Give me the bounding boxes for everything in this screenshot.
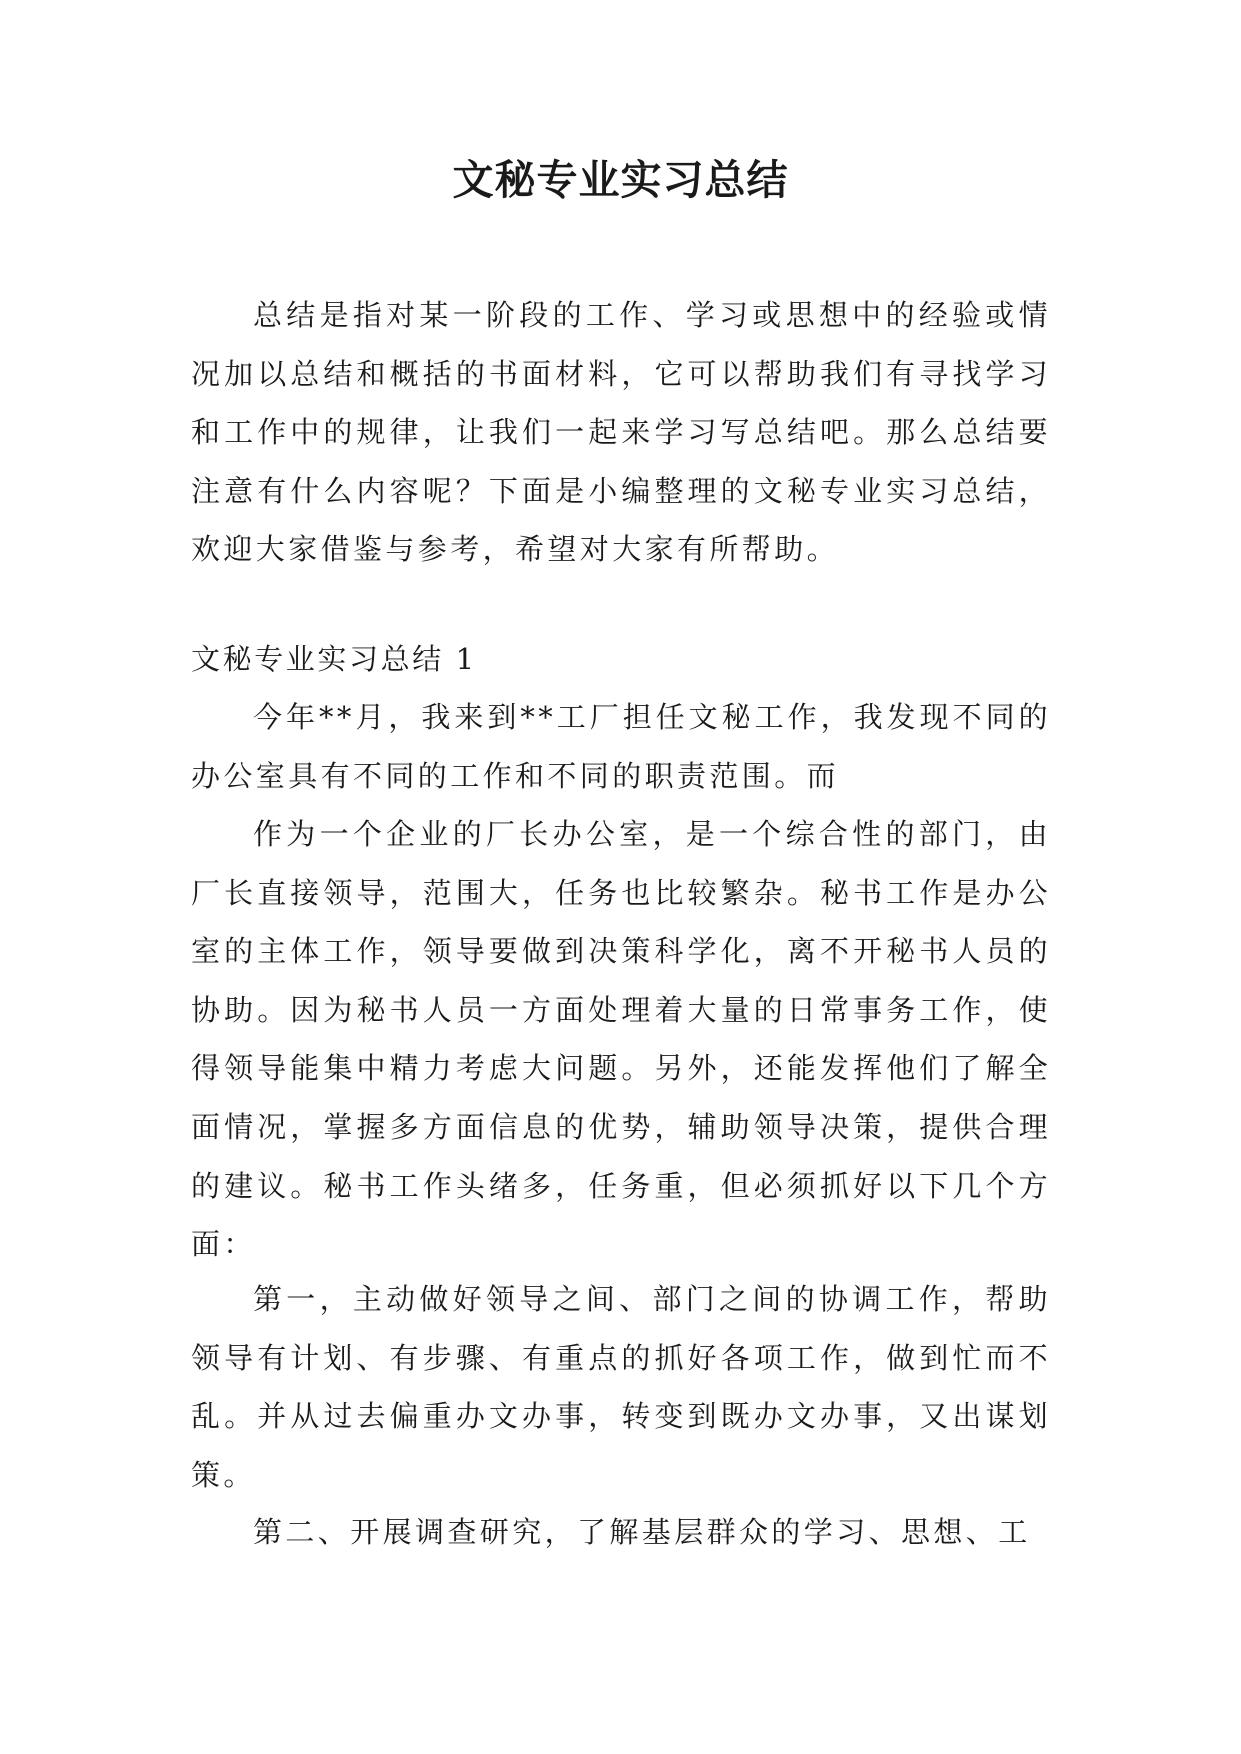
document-title: 文秘专业实习总结 [452, 156, 789, 204]
intro-paragraph: 总结是指对某一阶段的工作、学习或思想中的经验或情况加以总结和概括的书面材料，它可以帮助我们有寻找学习和工作中的规律，让我们一起来学习写总结吧。那么总结要注意有什么内容呢？下面是小编整理的文秘专业实习总结，欢迎大家借鉴与参考，希望对大家有所帮助。 [191, 298, 1051, 567]
section-heading: 文秘专业实习总结 1 [191, 642, 477, 676]
body-paragraph-1: 今年**月，我来到**工厂担任文秘工作，我发现不同的办公室具有不同的工作和不同的职责范围。而 [191, 700, 1051, 793]
body-paragraph-3: 第一，主动做好领导之间、部门之间的协调工作，帮助领导有计划、有步骤、有重点的抓好各项工作，做到忙而不乱。并从过去偏重办文办事，转变到既办文办事，又出谋划策。 [191, 1282, 1051, 1492]
body-paragraph-2: 作为一个企业的厂长办公室，是一个综合性的部门，由厂长直接领导，范围大，任务也比较繁杂。秘书工作是办公室的主体工作，领导要做到决策科学化，离不开秘书人员的协助。因为秘书人员一方面处理着大量的日常事务工作，使得领导能集中精力考虑大问题。另外，还能发挥他们了解全面情况，掌握多方面信息的优势，辅助领导决策，提供合理的建议。秘书工作头绪多，任务重，但必须抓好以下几个方面： [191, 817, 1051, 1262]
body-paragraph-4: 第二、开展调查研究，了解基层群众的学习、思想、工 [253, 1515, 1031, 1549]
